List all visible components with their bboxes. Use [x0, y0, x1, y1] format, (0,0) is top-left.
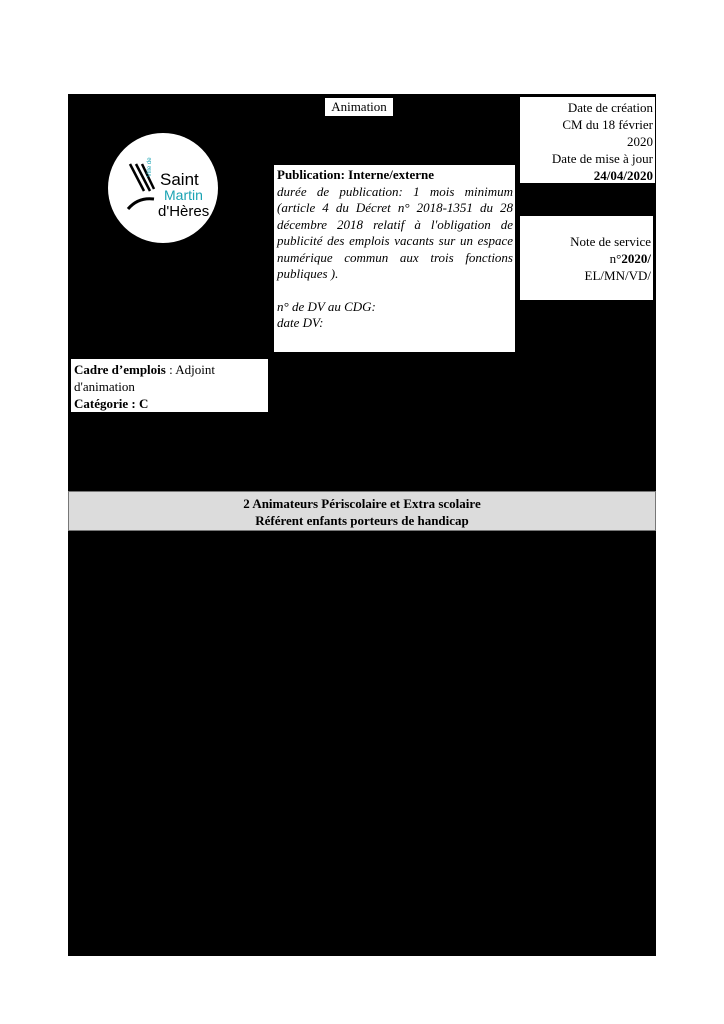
creation-date-label: Date de création — [567, 100, 653, 115]
logo-line-3: d'Hères — [158, 203, 210, 220]
service-note-block — [520, 216, 653, 300]
creation-date-value-1: CM du 18 février — [562, 117, 653, 132]
job-title-line-2: Référent enfants porteurs de handicap — [255, 513, 469, 528]
update-date-label: Date de mise à jour — [551, 151, 653, 166]
logo-side-text: Ville de — [147, 157, 153, 177]
logo-line-1: Saint — [160, 170, 199, 189]
dv-number: n° de DV au CDG: — [277, 298, 376, 314]
job-title-line-1: 2 Animateurs Périscolaire et Extra scolaire — [243, 496, 481, 511]
dv-date: date DV: — [277, 315, 324, 330]
publication-block — [274, 165, 515, 352]
dates-block — [520, 97, 655, 183]
job-title-banner — [68, 491, 656, 531]
publication-duration: durée de publication: 1 mois minimum (article 4 du Décret n° 2018-1351 du 28 décembre 2018 relatif à l'obligation de publicité des emplois vacants sur un espace numérique commun aux trois fonctions publiques ). — [277, 183, 513, 281]
cadre-block — [71, 359, 268, 412]
service-note-suffix: EL/MN/VD/ — [584, 268, 651, 283]
service-note-number: n°2020/ — [609, 251, 651, 266]
department-label: Animation — [325, 98, 393, 116]
update-date-value: 24/04/2020 — [593, 168, 653, 183]
categorie: Catégorie : C — [74, 396, 149, 411]
service-note-label: Note de service — [570, 234, 651, 249]
logo-graphic — [108, 133, 218, 243]
publication-heading: Publication: Interne/externe — [277, 167, 435, 182]
city-logo — [108, 133, 218, 243]
logo-line-2: Martin — [164, 187, 203, 203]
creation-date-value-2: 2020 — [627, 134, 653, 149]
cadre-emplois: Cadre d’emplois : Adjoint d'animation — [74, 362, 215, 394]
